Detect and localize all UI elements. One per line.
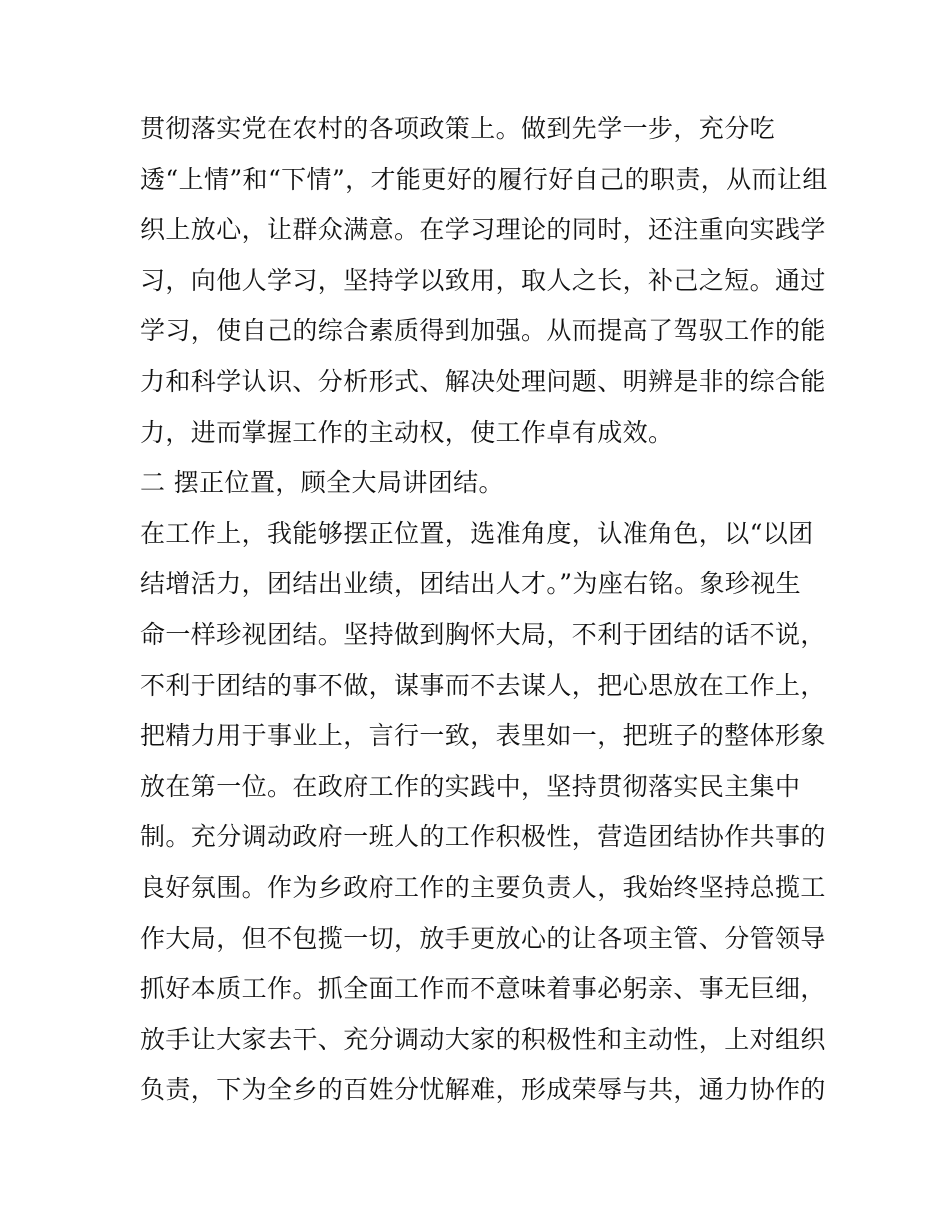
text-line: 在工作上，我能够摆正位置，选准角度，认准角色，以“以团 <box>140 518 814 548</box>
text-line: 命一样珍视团结。坚持做到胸怀大局，不利于团结的话不说， <box>140 619 826 649</box>
text-line: 学习，使自己的综合素质得到加强。从而提高了驾驭工作的能 <box>140 316 826 346</box>
text-line: 把精力用于事业上，言行一致，表里如一，把班子的整体形象 <box>140 721 826 751</box>
text-line: 制。充分调动政府一班人的工作积极性，营造团结协作共事的 <box>140 822 826 852</box>
text-line: 贯彻落实党在农村的各项政策上。做到先学一步，充分吃 <box>140 114 776 143</box>
section-heading: 二 摆正位置，顾全大局讲团结。 <box>140 468 504 498</box>
text-line: 作大局，但不包揽一切，放手更放心的让各项主管、分管领导 <box>140 923 826 953</box>
text-line: 力和科学认识、分析形式、解决处理问题、明辨是非的综合能 <box>140 366 826 396</box>
text-line: 结增活力，团结出业绩，团结出人才。”为座右铭。象珍视生 <box>140 569 802 599</box>
text-line: 良好氛围。作为乡政府工作的主要负责人，我始终坚持总揽工 <box>140 872 826 902</box>
text-line: 抓好本质工作。抓全面工作而不意味着事必躬亲、事无巨细， <box>140 974 826 1004</box>
text-line: 不利于团结的事不做，谋事而不去谋人，把心思放在工作上， <box>140 670 826 700</box>
text-line: 力，进而掌握工作的主动权，使工作卓有成效。 <box>140 417 674 447</box>
text-line: 放手让大家去干、充分调动大家的积极性和主动性，上对组织 <box>140 1024 826 1054</box>
body-text <box>140 104 830 1116</box>
text-line: 习，向他人学习，坚持学以致用，取人之长，补己之短。通过 <box>140 265 826 295</box>
text-line: 织上放心，让群众满意。在学习理论的同时，还注重向实践学 <box>140 215 826 245</box>
text-line: 透“上情”和“下情”，才能更好的履行好自己的职责，从而让组 <box>140 164 828 194</box>
text-line: 负责，下为全乡的百姓分忧解难，形成荣辱与共，通力协作的 <box>140 1075 826 1105</box>
text-line: 放在第一位。在政府工作的实践中，坚持贯彻落实民主集中 <box>140 771 801 801</box>
